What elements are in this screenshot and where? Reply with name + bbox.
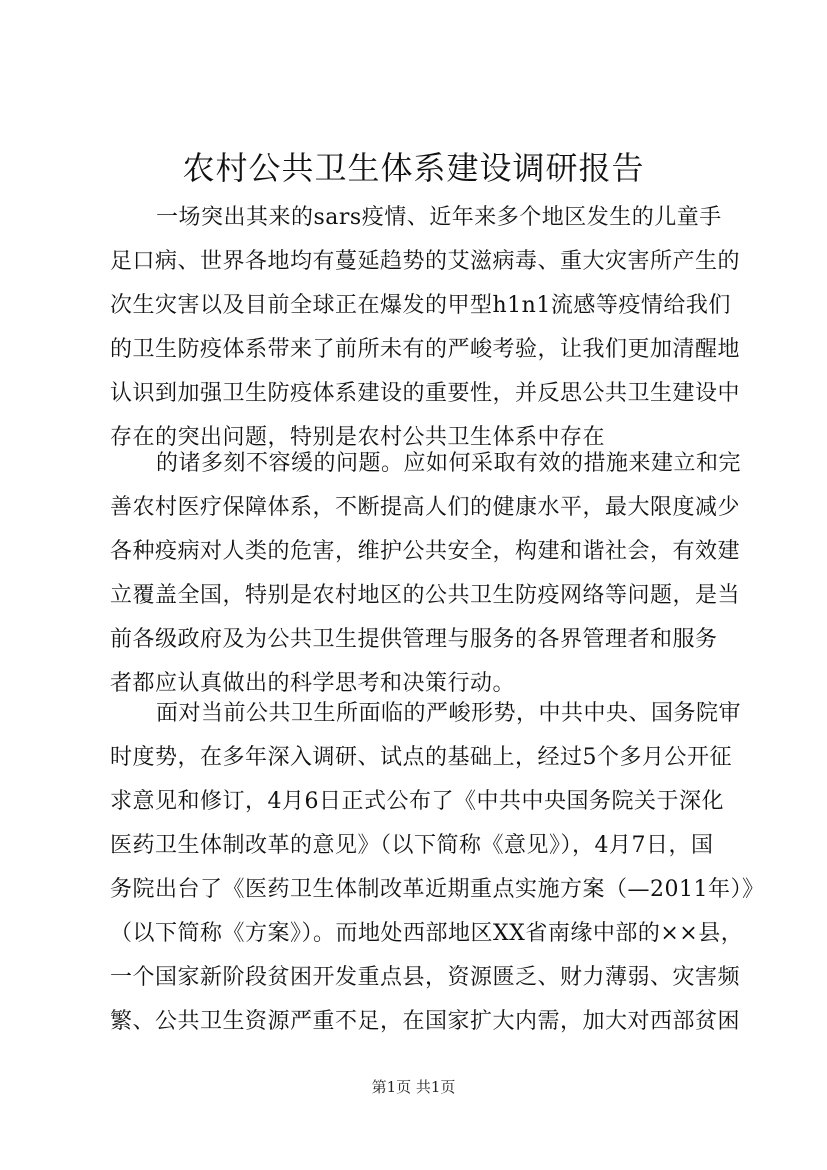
paragraph-line: 一场突出其来的sars疫情、近年来多个地区发生的儿童手 bbox=[156, 205, 722, 230]
document-title: 农村公共卫生体系建设调研报告 bbox=[182, 149, 645, 187]
paragraph-line: 者都应认真做出的科学思考和决策行动。 bbox=[110, 671, 516, 696]
paragraph-1 bbox=[110, 196, 741, 460]
paragraph-line: 医药卫生体制改革的意见》（以下简称《意见》），4月7日，国 bbox=[110, 833, 714, 858]
paragraph-line: 时度势，在多年深入调研、试点的基础上，经过5个多月公开征 bbox=[110, 745, 732, 770]
paragraph-line: 的卫生防疫体系带来了前所未有的严峻考验，让我们更加清醒地 bbox=[110, 337, 741, 362]
paragraph-line: 繁、公共卫生资源严重不足，在国家扩大内需，加大对西部贫困 bbox=[110, 1009, 741, 1034]
paragraph-line: 一个国家新阶段贫困开发重点县，资源匮乏、财力薄弱、灾害频 bbox=[110, 965, 741, 990]
page-number-footer: 第1页 共1页 bbox=[371, 1078, 456, 1096]
paragraph-2 bbox=[110, 442, 742, 706]
paragraph-3 bbox=[110, 692, 765, 1044]
paragraph-line: 务院出台了《医药卫生体制改革近期重点实施方案（—2011年）》 bbox=[110, 877, 765, 902]
paragraph-line: 求意见和修订，4月6日正式公布了《中共中央国务院关于深化 bbox=[110, 789, 724, 814]
paragraph-line: 次生灾害以及目前全球正在爆发的甲型h1n1流感等疫情给我们 bbox=[110, 293, 731, 318]
paragraph-line: 前各级政府及为公共卫生提供管理与服务的各界管理者和服务 bbox=[110, 627, 718, 652]
paragraph-line: 足口病、世界各地均有蔓延趋势的艾滋病毒、重大灾害所产生的 bbox=[110, 249, 741, 274]
paragraph-line: 各种疫病对人类的危害，维护公共安全，构建和谐社会，有效建 bbox=[110, 539, 741, 564]
paragraph-line: 的诸多刻不容缓的问题。应如何采取有效的措施来建立和完 bbox=[156, 451, 742, 476]
paragraph-line: 善农村医疗保障体系，不断提高人们的健康水平，最大限度减少 bbox=[110, 495, 741, 520]
paragraph-line: 立覆盖全国，特别是农村地区的公共卫生防疫网络等问题，是当 bbox=[110, 583, 741, 608]
paragraph-line: （以下简称《方案》）。而地处西部地区XX省南缘中部的××县， bbox=[110, 921, 744, 946]
paragraph-line: 认识到加强卫生防疫体系建设的重要性，并反思公共卫生建设中 bbox=[110, 381, 741, 406]
paragraph-line: 面对当前公共卫生所面临的严峻形势，中共中央、国务院审 bbox=[156, 701, 742, 726]
paragraph-line: 存在的突出问题，特别是农村公共卫生体系中存在 bbox=[110, 425, 606, 450]
